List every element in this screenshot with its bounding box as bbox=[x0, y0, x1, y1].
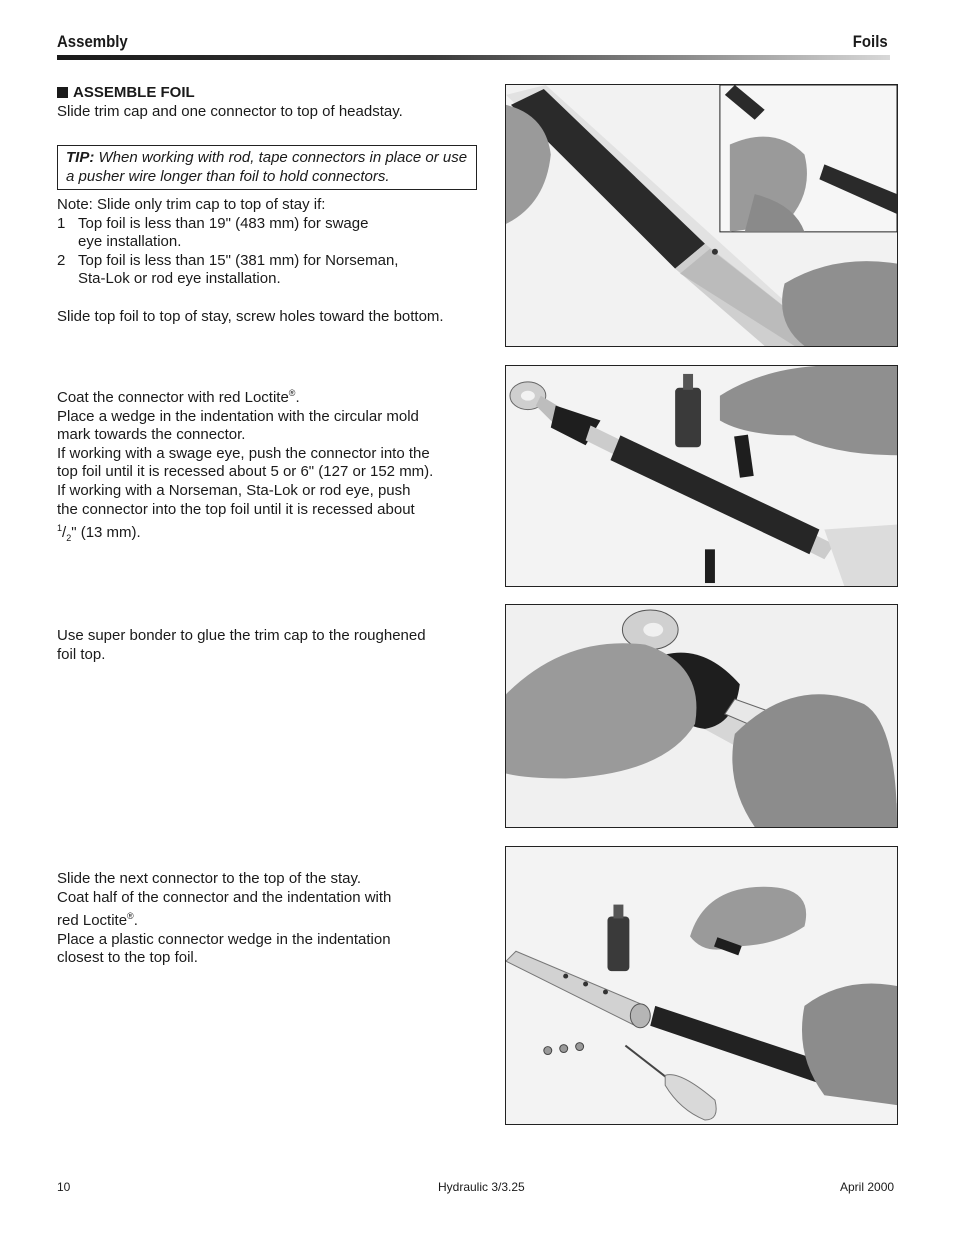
text-line: If working with a swage eye, push the connector into the bbox=[57, 444, 430, 462]
list-item-cont: eye installation. bbox=[78, 233, 182, 251]
page-number: 10 bbox=[57, 1180, 71, 1194]
list-item: 1 Top foil is less than 19" (483 mm) for swage bbox=[57, 214, 369, 232]
text-line: If working with a Norseman, Sta-Lok or rod eye, push bbox=[57, 481, 411, 499]
header-section-title: Assembly bbox=[57, 32, 128, 51]
section1-text bbox=[57, 84, 477, 121]
section2-text bbox=[57, 384, 477, 548]
list-item-cont: Sta-Lok or rod eye installation. bbox=[78, 270, 281, 288]
header-rule bbox=[57, 55, 890, 60]
list-item: 2 Top foil is less than 15" (381 mm) for Norseman, bbox=[57, 251, 399, 269]
section1-heading: ASSEMBLE FOIL bbox=[57, 84, 477, 103]
text-line: closest to the top foil. bbox=[57, 949, 198, 967]
header-chapter-title: Foils bbox=[853, 32, 888, 51]
section1-intro: Slide trim cap and one connector to top of headstay. bbox=[57, 102, 403, 120]
slide-foil-line: Slide top foil to top of stay, screw holes toward the bottom. bbox=[57, 307, 444, 325]
text-line: Slide the next connector to the top of the stay. bbox=[57, 870, 362, 887]
footer-model: Hydraulic 3/3.25 bbox=[438, 1180, 525, 1194]
text-line: top foil until it is recessed about 5 or 6" (127 or 152 mm). bbox=[57, 463, 434, 481]
tip-box bbox=[57, 145, 477, 190]
section3-text bbox=[57, 627, 477, 664]
footer-date: April 2000 bbox=[840, 1180, 895, 1194]
text-line: Place a wedge in the indentation with the circular mold bbox=[57, 407, 419, 425]
loctite-line: Coat the connector with red Loctite®. bbox=[57, 388, 300, 406]
square-bullet-icon bbox=[57, 87, 68, 98]
photo-trim-cap-connector bbox=[505, 84, 898, 347]
photo-glue-trim-cap bbox=[505, 604, 898, 828]
note-line: Note: Slide only trim cap to top of stay if: bbox=[57, 196, 326, 213]
section4-text bbox=[57, 870, 477, 968]
text-line: Place a plastic connector wedge in the indentation bbox=[57, 930, 391, 948]
text-line: Use super bonder to glue the trim cap to the roughened bbox=[57, 627, 426, 644]
text-line: Coat half of the connector and the indentation with bbox=[57, 888, 392, 906]
text-line: $^1/_2$" (13 mm). bbox=[57, 523, 141, 544]
text-line: foil top. bbox=[57, 645, 106, 663]
tip-text: When working with rod, tape connectors in place or use a pusher wire longer than foil to hold connectors. bbox=[66, 149, 468, 185]
photo-loctite-connector bbox=[505, 365, 898, 587]
text-line: mark towards the connector. bbox=[57, 426, 246, 444]
photo-next-connector bbox=[505, 846, 898, 1125]
loctite-line: red Loctite®. bbox=[57, 911, 138, 930]
tip-label: TIP: bbox=[66, 149, 95, 166]
text-line: the connector into the top foil until it is recessed about bbox=[57, 500, 415, 518]
section1-notes bbox=[57, 196, 477, 326]
